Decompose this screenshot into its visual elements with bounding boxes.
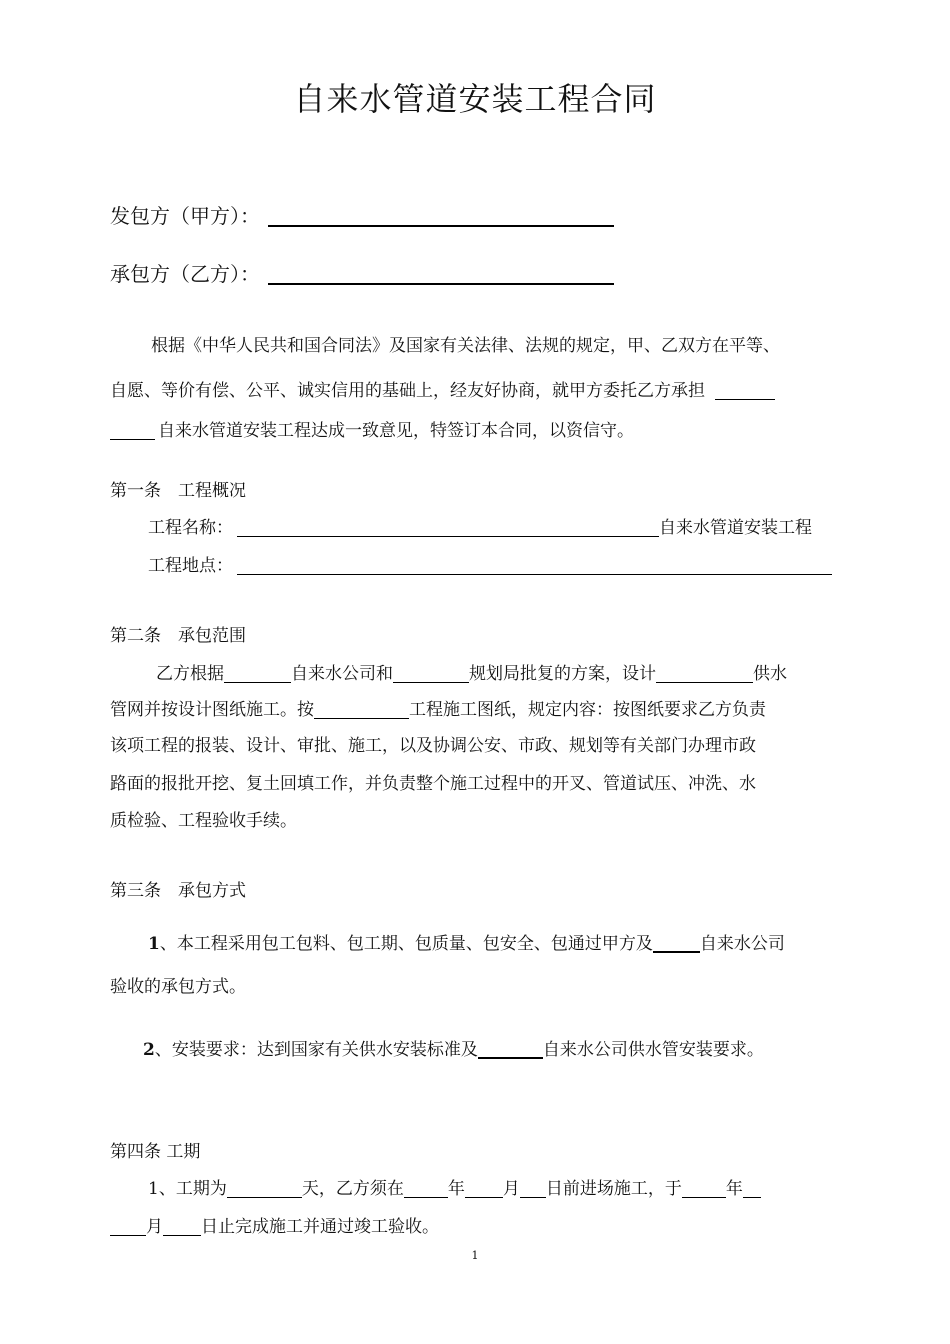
start-day-blank <box>520 1179 546 1198</box>
end-day-blank <box>163 1217 201 1236</box>
end-month-blank-b <box>110 1217 146 1236</box>
preamble-line-2: 自愿、等价有偿、公平、诚实信用的基础上，经友好协商，就甲方委托乙方承担 <box>110 376 775 401</box>
article-2-blank-4 <box>314 700 409 719</box>
article-2-heading: 第二条 承包范围 <box>110 626 246 646</box>
start-month-blank <box>465 1179 503 1198</box>
employer-line <box>110 200 614 229</box>
article-2-line-4: 路面的报批开挖、复土回填工作，并负责整个施工过程中的开叉、管道试压、冲洗、水 <box>110 774 756 794</box>
preamble-line-1: 根据《中华人民共和国合同法》及国家有关法律、法规的规定，甲、乙双方在平等、 <box>151 336 780 356</box>
article-3-blank-1 <box>653 931 700 953</box>
article-2-blank-1 <box>224 664 291 683</box>
contractor-blank <box>268 263 614 285</box>
article-4-heading: 第四条 工期 <box>110 1142 201 1162</box>
preamble-line-3: 自来水管道安装工程达成一致意见，特签订本合同，以资信守。 <box>110 416 634 441</box>
preamble-blank-a <box>715 381 775 400</box>
end-year-blank <box>682 1179 726 1198</box>
article-2-line-5: 质检验、工程验收手续。 <box>110 811 297 831</box>
item-2-number: 2 <box>143 1040 155 1060</box>
article-3-heading: 第三条 承包方式 <box>110 881 246 901</box>
article-2-blank-3 <box>656 664 753 683</box>
end-month-blank-a <box>743 1179 761 1198</box>
contractor-line <box>110 258 614 287</box>
start-year-blank <box>404 1179 448 1198</box>
article-4-line-2: 月 日止完成施工并通过竣工验收。 <box>110 1212 439 1237</box>
preamble-blank-b <box>110 421 155 440</box>
project-location-line <box>148 551 832 576</box>
article-3-item-1: 1、本工程采用包工包料、包工期、包质量、包安全、包通过甲方及 自来水公司 <box>148 929 785 954</box>
article-2-line-3: 该项工程的报装、设计、审批、施工，以及协调公安、市政、规划等有关部门办理市政 <box>110 736 756 756</box>
article-2-blank-2 <box>393 664 469 683</box>
project-name-blank <box>237 518 659 537</box>
article-1-heading: 第一条 工程概况 <box>110 481 246 501</box>
article-4-line-1: 1、工期为 天，乙方须在 年 月 日前进场施工，于 年 <box>148 1174 761 1199</box>
employer-blank <box>268 205 614 227</box>
contractor-label: 承包方（乙方）： <box>110 262 260 286</box>
project-name-line <box>148 513 812 538</box>
document-title: 自来水管道安装工程合同 <box>293 80 657 118</box>
article-3-blank-2 <box>478 1037 543 1059</box>
project-name-suffix: 自来水管道安装工程 <box>659 518 812 538</box>
project-name-label: 工程名称： <box>148 518 233 538</box>
page-number: 1 <box>471 1249 479 1262</box>
article-2-line-1: 乙方根据 自来水公司和 规划局批复的方案，设计 供水 <box>156 664 787 684</box>
employer-label: 发包方（甲方）： <box>110 204 260 228</box>
project-location-blank <box>237 556 832 575</box>
item-1-number: 1 <box>148 934 160 954</box>
article-2-line-2: 管网并按设计图纸施工。按 工程施工图纸，规定内容：按图纸要求乙方负责 <box>110 700 766 720</box>
project-location-label: 工程地点： <box>148 556 233 576</box>
duration-days-blank <box>227 1179 302 1198</box>
article-3-item-2: 2、安装要求：达到国家有关供水安装标准及 自来水公司供水管安装要求。 <box>143 1035 764 1060</box>
article-3-item-1-cont: 验收的承包方式。 <box>110 977 246 997</box>
